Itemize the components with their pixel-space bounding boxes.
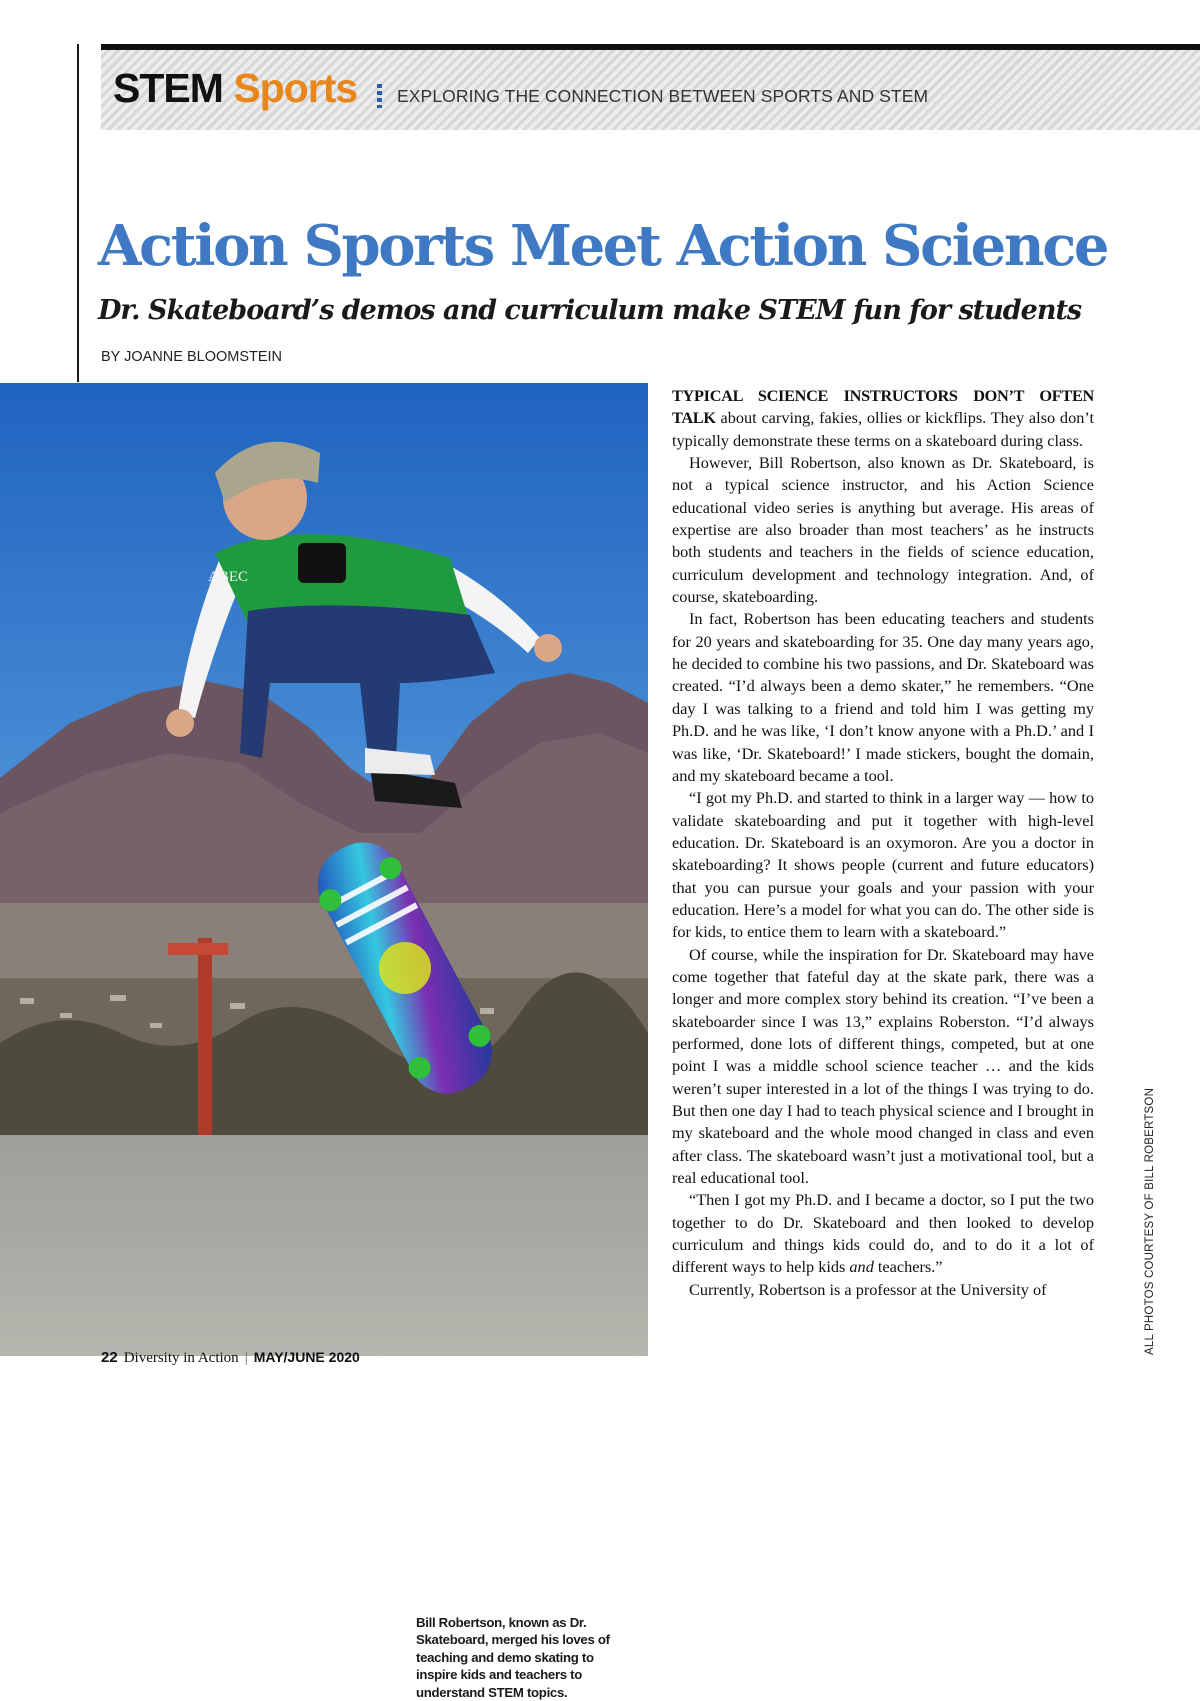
paragraph-7: Currently, Robertson is a professor at the University of (689, 1279, 1047, 1299)
issue-date: MAY/JUNE 2020 (253, 1349, 360, 1365)
pavement (0, 1135, 648, 1356)
paragraph-4: “I got my Ph.D. and started to think in a larger way — how to validate skateboarding and put it together with high-level education. Dr. Skateboard is an oxymoron. Are you a doctor in skateboarding? It shows people (current and future educators) that you can pursue your goals and your passion with your education. Here’s a model for what you can do. The other side is for kids, to entice them to learn with a skateboard.” (672, 788, 1094, 942)
article-deck: Dr. Skateboard’s demos and curriculum make STEM fun for students (98, 295, 1082, 326)
brand-stem-text: STEM (113, 65, 223, 111)
paragraph-6-text-a: “Then I got my Ph.D. and I became a doctor, so I put the two together to do Dr. Skateboard and then looked to develop curriculum and things kids could do, and to do it a lot of different ways to help kids (672, 1190, 1094, 1277)
footer-separator: | (244, 1350, 248, 1366)
page-number: 22 (101, 1349, 118, 1366)
article-body (672, 385, 1094, 1301)
section-brand (113, 65, 358, 111)
paragraph-1 (672, 385, 1094, 452)
photo-caption: Bill Robertson, known as Dr. Skateboard, merged his loves of teaching and demo skating to inspire kids and teachers to understand STEM topics. (416, 1615, 610, 1700)
paragraph-6 (672, 1189, 1094, 1278)
left-rule (77, 44, 79, 382)
section-banner (101, 44, 1200, 130)
paragraph-6-emphasis: and (849, 1257, 874, 1277)
section-tagline: EXPLORING THE CONNECTION BETWEEN SPORTS AND STEM (397, 86, 929, 106)
paragraph-6-text-b: teachers.” (873, 1257, 943, 1277)
article-byline: BY JOANNE BLOOMSTEIN (101, 349, 283, 365)
article-headline: Action Sports Meet Action Science (98, 213, 1108, 279)
paragraph-1-text: about carving, fakies, ollies or kickflips. They also don’t typically demonstrate these terms on a skateboard during class. (672, 408, 1094, 450)
page-footer (101, 1349, 360, 1367)
paragraph-2: However, Bill Robertson, also known as Dr. Skateboard, is not a typical science instructor, and his Action Science educational video series is anything but average. His areas of expertise are also broader than most teachers’ as he instructs both students and teachers in the fields of science education, curriculum development and technology integration. And, of course, skateboarding. (672, 453, 1094, 607)
photo-credit: ALL PHOTOS COURTESY OF BILL ROBERTSON (1144, 1087, 1156, 1355)
brand-sports-text: Sports (233, 65, 358, 111)
publication-name: Diversity in Action (123, 1350, 239, 1366)
banner-dotted-separator (377, 84, 382, 108)
paragraph-5: Of course, while the inspiration for Dr. Skateboard may have come together that fateful day at the skate park, there was a longer and more complex story behind its creation. “I’ve been a skateboarder since I was 13,” explains Roberston. “I’d always performed, done lots of different things, competed, but at one point I was a middle school science teacher … and the kids weren’t super interested in a lot of the things I was trying to do. But then one day I had to teach physical science and I brought in my skateboard and the whole mood changed in class and even after class. The skateboard wasn’t just a motivational tool, but a real educational tool. (672, 944, 1094, 1188)
skater-illustration (0, 383, 648, 1356)
lead-in: TYPICAL SCIENCE INSTRUCTORS DON’T OFTEN TALK (672, 386, 1094, 428)
red-rail-top (168, 943, 228, 955)
red-rail-post (198, 938, 212, 1138)
shirt-lettering: ABEC (208, 569, 249, 585)
paragraph-3: In fact, Robertson has been educating teachers and students for 20 years and skateboarding for 35. One day many years ago, he decided to combine his two passions, and Dr. Skateboard was created. “I’d always been a demo skater,” he remembers. “One day I was talking to a friend and told him I was getting my Ph.D. and he was like, ‘I don’t know anyone with a Ph.D.’ and I was like, ‘Dr. Skateboard!’ I made stickers, bought the domain, and my skateboard became a tool. (672, 609, 1094, 785)
